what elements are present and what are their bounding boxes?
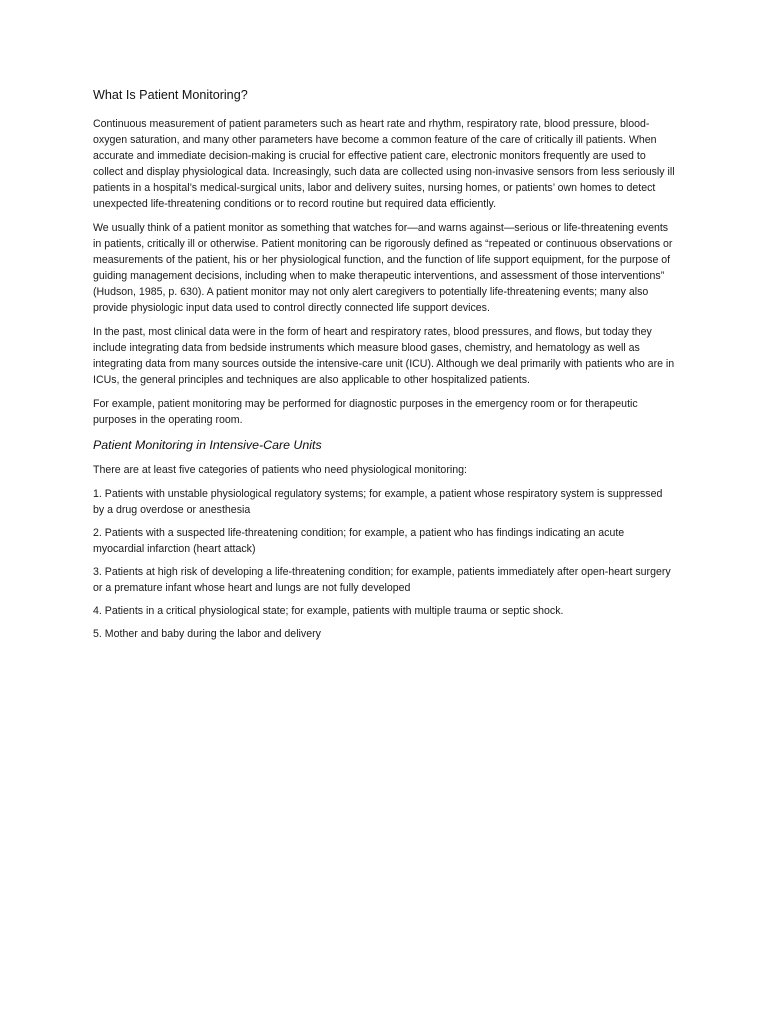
list-item: 2. Patients with a suspected life-threatening condition; for example, a patient who has findings indicating an acute myocardial infarction (heart attack) bbox=[93, 527, 625, 555]
page-title: What Is Patient Monitoring? bbox=[93, 88, 248, 102]
paragraph-categories-intro: There are at least five categories of patients who need physiological monitoring: bbox=[93, 464, 467, 476]
paragraph-continuous-measurement: Continuous measurement of patient parameters such as heart rate and rhythm, respiratory rate, blood pressure, blood-oxygen saturation, and many other parameters have become a common feature of the care of critically ill patients. When accurate and immediate decision-making is crucial for effective patient care, electronic monitors frequently are used to collect and display physiological data. Increasingly, such data are collected using non-invasive sensors from less seriously ill patients in a hospital’s medical-surgical units, labor and delivery suites, nursing homes, or patients’ own homes to detect unexpected life-threatening conditions or to record routine but required data efficiently. bbox=[93, 118, 675, 210]
paragraph-patient-monitor-definition: We usually think of a patient monitor as something that watches for—and warns against—serious or life-threatening events in patients, critically ill or otherwise. Patient monitoring can be rigorously defined as “repeated or continuous observations or measurements of the patient, his or her physiological function, and the function of life support equipment, for the purpose of guiding management decisions, including when to make therapeutic interventions, and assessment of those interventions” (Hudson, 1985, p. 630). A patient monitor may not only alert caregivers to potentially life-threatening events; many also provide physiologic input data used to control directly connected life support devices. bbox=[93, 222, 673, 314]
section-heading-icu: Patient Monitoring in Intensive-Care Units bbox=[93, 438, 322, 452]
paragraph-example-uses: For example, patient monitoring may be performed for diagnostic purposes in the emergency room or for therapeutic purposes in the operating room. bbox=[93, 398, 638, 426]
paragraph-clinical-data-history: In the past, most clinical data were in the form of heart and respiratory rates, blood pressures, and flows, but today they include integrating data from bedside instruments which measure blood gases, chemistry, and hematology as well as integrating data from many sources outside the intensive-care unit (ICU). Although we deal primarily with patients who are in ICUs, the general principles and techniques are also applicable to other hospitalized patients. bbox=[93, 326, 675, 386]
list-item: 5. Mother and baby during the labor and delivery bbox=[93, 628, 321, 640]
document-body bbox=[93, 86, 675, 649]
list-item: 1. Patients with unstable physiological regulatory systems; for example, a patient whose respiratory system is suppressed by a drug overdose or anesthesia bbox=[93, 488, 663, 516]
list-item: 3. Patients at high risk of developing a life-threatening condition; for example, patients immediately after open-heart surgery or a premature infant whose heart and lungs are not fully developed bbox=[93, 566, 671, 594]
list-item: 4. Patients in a critical physiological state; for example, patients with multiple trauma or septic shock. bbox=[93, 605, 564, 617]
